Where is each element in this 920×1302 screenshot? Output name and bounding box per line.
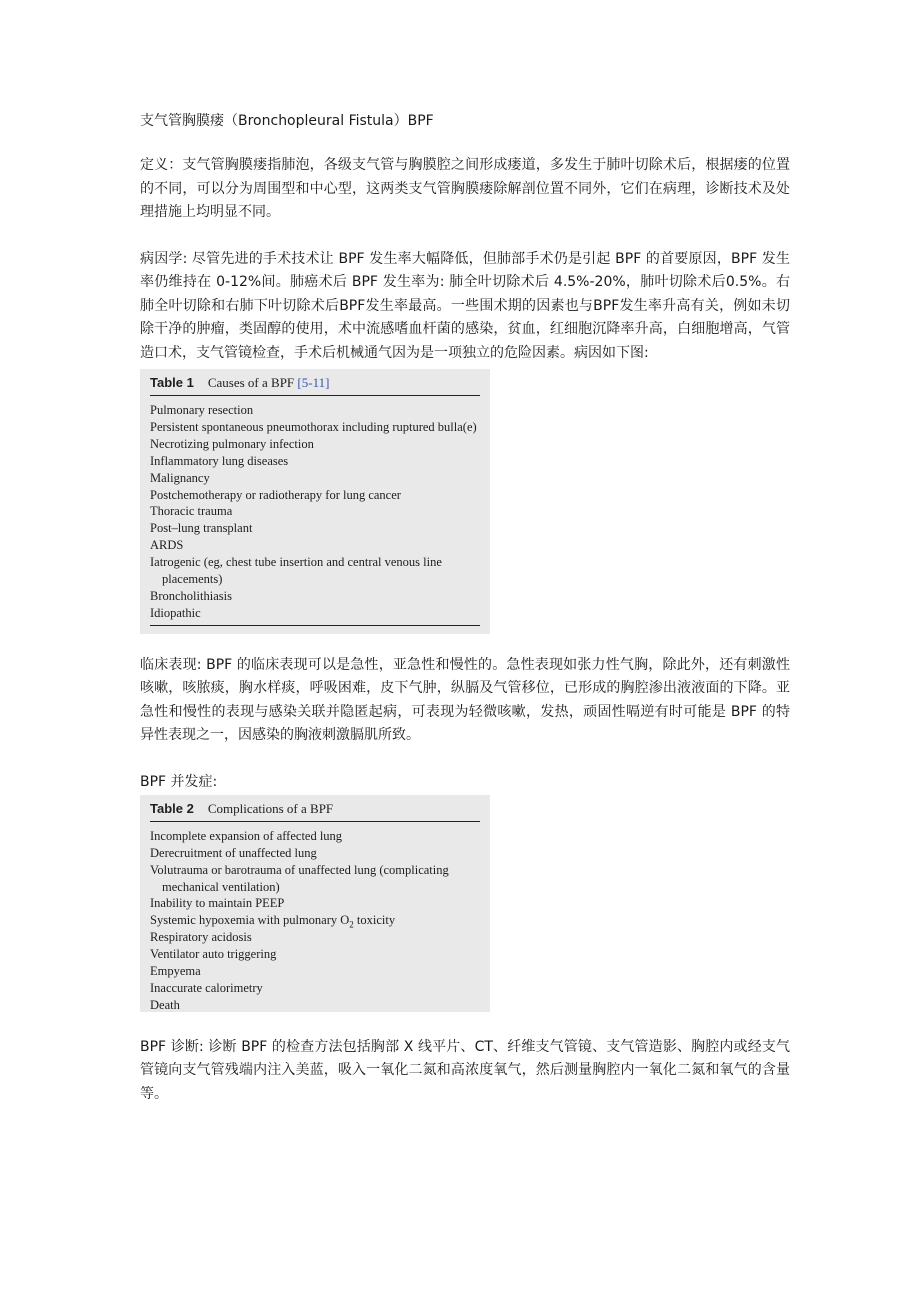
causes-table-reference: [5-11] — [297, 375, 330, 390]
diagnosis-paragraph: BPF 诊断: 诊断 BPF 的检查方法包括胸部 X 线平片、CT、纤维支气管镜、支气管造影、胸腔内或经支气管镜向支气管残端内注入美蓝，吸入一氧化二氮和高浓度氧气，然后测量胸腔内一氧化二氮和氧气的含量等。 — [140, 1038, 790, 1102]
document-page — [140, 110, 790, 1129]
list-item: ARDS — [150, 538, 184, 553]
causes-table-header — [150, 374, 480, 396]
list-item: Broncholithiasis — [150, 588, 232, 603]
document-title: 支气管胸膜瘘（Bronchopleural Fistula）BPF — [140, 113, 434, 129]
list-item: Persistent spontaneous pneumothorax including ruptured bulla(e) — [150, 419, 477, 434]
list-item: Inflammatory lung diseases — [150, 453, 289, 468]
list-item: Derecruitment of unaffected lung — [150, 845, 317, 860]
hypoxemia-subscript: 2 — [349, 919, 354, 930]
list-item: Volutrauma or barotrauma of unaffected lung (complicating mechanical ventilation) — [150, 862, 449, 894]
clinical-paragraph: 临床表现: BPF 的临床表现可以是急性，亚急性和慢性的。急性表现如张力性气胸，除此外，还有刺激性咳嗽，咳脓痰，胸水样痰，呼吸困难，皮下气肿，纵膈及气管移位，已形成的胸腔渗出液液面的下降。亚急性和慢性的表现与感染关联并隐匿起病，可表现为轻微咳嗽，发热，顽固性嗝逆有时可能是 BPF 的特异性表现之一，因感染的胸液刺激膈肌所致。 — [140, 656, 790, 744]
complications-table-header — [150, 800, 480, 822]
list-item: Postchemotherapy or radiotherapy for lung cancer — [150, 487, 401, 502]
complications-table-caption: Complications of a BPF — [207, 800, 334, 816]
list-item: Pulmonary resection — [150, 403, 254, 417]
list-item: Inaccurate calorimetry — [150, 980, 263, 995]
causes-table-bottom-rule — [150, 625, 480, 626]
list-item: Death — [150, 997, 180, 1012]
list-item: Respiratory acidosis — [150, 930, 252, 945]
causes-table — [140, 369, 490, 634]
list-item: Iatrogenic (eg, chest tube insertion and central venous line placements) — [150, 555, 442, 587]
causes-table-number: Table 1 — [150, 375, 194, 390]
list-item: Inability to maintain PEEP — [150, 896, 285, 911]
list-item: Empyema — [150, 964, 201, 979]
list-item: Necrotizing pulmonary infection — [150, 436, 314, 451]
list-item: Post–lung transplant — [150, 521, 253, 536]
list-item: Thoracic trauma — [150, 504, 233, 519]
complications-table — [140, 795, 490, 1012]
complications-label: BPF 并发症: — [140, 773, 218, 790]
list-item: Malignancy — [150, 470, 210, 485]
list-item: Idiopathic — [150, 605, 201, 620]
causes-table-caption: Causes of a BPF — [207, 375, 295, 390]
etiology-paragraph: 病因学: 尽管先进的手术技术让 BPF 发生率大幅降低，但肺部手术仍是引起 BPF 的首要原因，BPF 发生率仍维持在 0-12%间。肺癌术后 BPF 发生率为: 肺全叶切除术后 4.5%-20%，肺叶切除术后0.5%。右肺全叶切除和右肺下叶切除术后BPF发生率最高。一些围术期的因素也与BPF发生率升高有关，例如未切除干净的肿瘤，类固醇的使用，术中流感嗜血杆菌的感染，贫血，红细胞沉降率升高，白细胞增高，气管造口术，支气管镜检查，手术后机械通气因为是一项独立的危险因素。病因如下图: — [140, 250, 790, 361]
complications-table-number: Table 2 — [150, 800, 194, 816]
complications-list — [150, 828, 480, 1014]
definition-paragraph: 定义：支气管胸膜瘘指肺泡，各级支气管与胸膜腔之间形成瘘道，多发生于肺叶切除术后，根据瘘的位置的不同，可以分为周围型和中心型，这两类支气管胸膜瘘除解剖位置不同外，它们在病理，诊断技术及处理措施上均明显不同。 — [140, 157, 790, 220]
hypoxemia-text: Systemic hypoxemia with pulmonary O — [150, 913, 350, 928]
list-item — [150, 912, 480, 929]
hypoxemia-text-end: toxicity — [353, 913, 396, 928]
list-item: Incomplete expansion of affected lung — [150, 828, 343, 843]
causes-list — [150, 402, 480, 622]
list-item: Ventilator auto triggering — [150, 947, 277, 962]
